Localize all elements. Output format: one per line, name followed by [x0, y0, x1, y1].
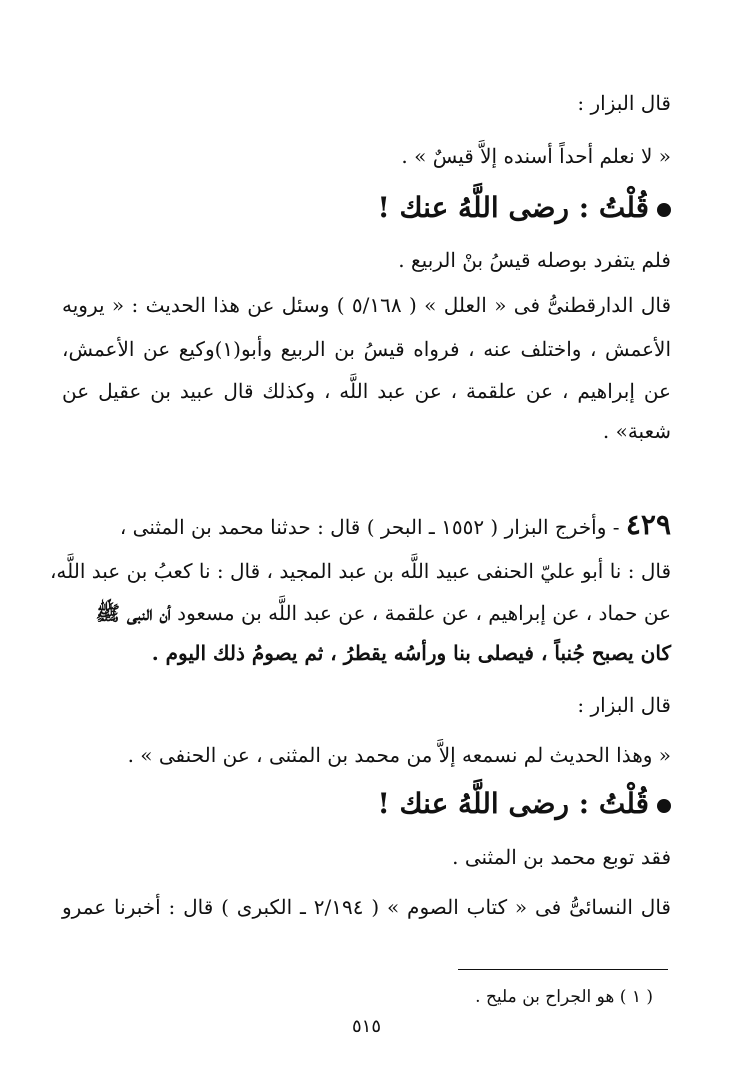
hadith-number: ٤٢٩	[625, 508, 671, 541]
heading-text: قُلْتُ : رضى اللَّهُ عنك !	[377, 191, 649, 224]
footnote: ( ١ ) هو الجراح بن مليح .	[475, 987, 653, 1007]
text-line: شعبة» .	[602, 419, 671, 443]
hadith-entry	[62, 510, 671, 542]
heading-text: قُلْتُ : رضى اللَّهُ عنك !	[377, 787, 649, 820]
text-line: عن إبراهيم ، عن علقمة ، عن عبد اللَّه ، وكذلك قال عبيد بن عقيل عن	[62, 379, 671, 403]
section-heading	[378, 784, 672, 824]
hadith-text: - وأخرج البزار ( ١٥٥٢ ـ البحر ) قال : حدثنا محمد بن المثنى ،	[119, 515, 620, 539]
text-line: قال النسائىُّ فى « كتاب الصوم » ( ٢/١٩٤ ـ الكبرى ) قال : أخبرنا عمرو	[62, 895, 671, 919]
text-line: الأعمش ، واختلف عنه ، فرواه قيسُ بن الربيع وأبو(١)وكيع عن الأعمش،	[62, 337, 672, 361]
quote-line: « لا نعلم أحداً أسنده إلاَّ قيسٌ » .	[401, 144, 671, 168]
text-line	[62, 598, 671, 628]
bullet-icon	[657, 799, 671, 813]
bold-segment: أن النبى ﷺ	[95, 601, 171, 625]
text-line: قال البزار :	[577, 693, 671, 717]
text-segment: عن حماد ، عن إبراهيم ، عن علقمة ، عن عبد اللَّه بن مسعود	[177, 601, 671, 625]
text-line: قال البزار :	[577, 91, 671, 115]
page-number: ٥١٥	[351, 1016, 381, 1037]
bullet-icon	[657, 203, 671, 217]
matn-line: كان يصبح جُنباً ، فيصلى بنا ورأسُه يقطرُ ، ثم يصومُ ذلك اليوم .	[151, 641, 671, 665]
footnote-divider	[458, 969, 668, 970]
text-line: قال الدارقطنىُّ فى « العلل » ( ٥/١٦٨ ) وسئل عن هذا الحديث : « يرويه	[62, 293, 672, 317]
quote-line: « وهذا الحديث لم نسمعه إلاَّ من محمد بن المثنى ، عن الحنفى » .	[127, 743, 671, 767]
section-heading	[378, 188, 672, 228]
text-line: فقد توبع محمد بن المثنى .	[452, 845, 671, 869]
text-line: فلم يتفرد بوصله قيسُ بنْ الربيع .	[398, 248, 671, 272]
text-line: قال : نا أبو عليّ الحنفى عبيد اللَّه بن عبد المجيد ، قال : نا كعبُ بن عبد اللَّه،	[49, 559, 671, 583]
